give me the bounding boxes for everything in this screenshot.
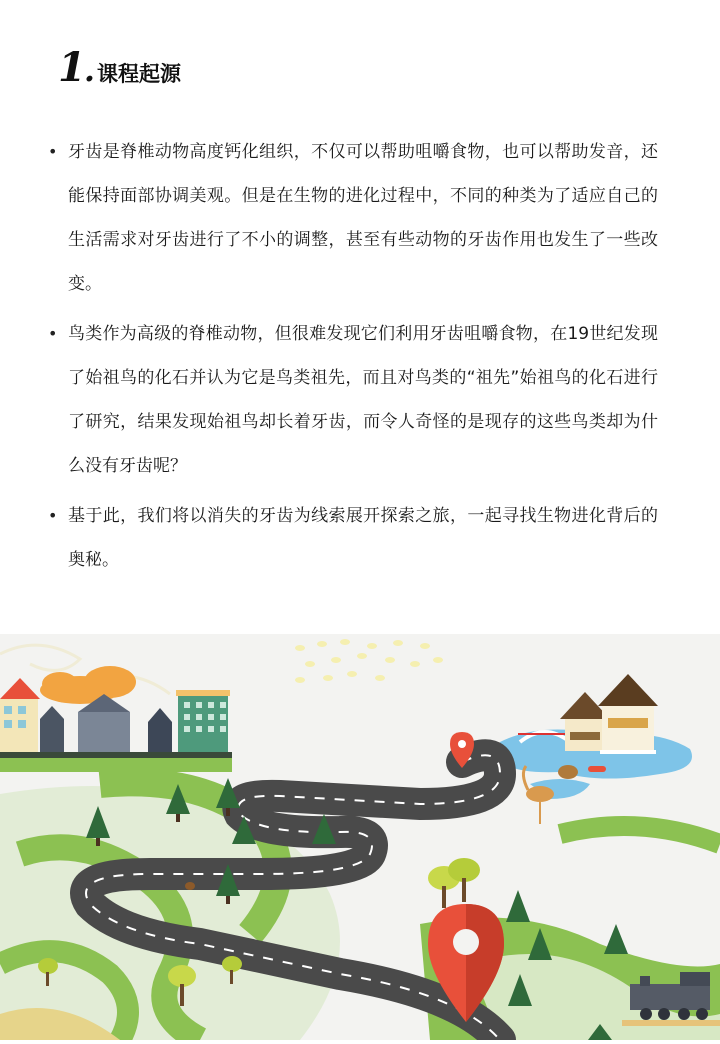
journey-illustration — [0, 634, 720, 1040]
bullet-paragraph: • 基于此，我们将以消失的牙齿为线索展开探索之旅，一起寻找生物进化背后的奥秘。 — [48, 494, 658, 582]
bullet-list — [48, 130, 658, 588]
section-title: 课程起源 — [96, 62, 181, 86]
bullet-paragraph: • 鸟类作为高级的脊椎动物，但很难发现它们利用牙齿咀嚼食物，在19世纪发现了始祖鸟的化石并认为它是鸟类祖先，而且对鸟类的“祖先”始祖鸟的化石进行了研究，结果发现始祖鸟却长着牙齿，而令人奇怪的是现存的这些鸟类却为什么没有牙齿呢？ — [48, 312, 658, 488]
section-number-dot: . — [83, 51, 95, 89]
illustration-svg — [0, 634, 720, 1040]
sun-dots-decoration — [295, 639, 443, 683]
section-number: 1 — [58, 44, 84, 91]
bullet-paragraph: • 牙齿是脊椎动物高度钙化组织，不仅可以帮助咀嚼食物，也可以帮助发音，还能保持面部协调美观。但是在生物的进化过程中，不同的种类为了适应自己的生活需求对牙齿进行了不小的调整，甚至有些动物的牙齿作用也发生了一些改变。 — [48, 130, 658, 306]
section-heading — [58, 44, 181, 91]
small-bird — [185, 882, 195, 890]
pavilion-buildings — [560, 674, 658, 754]
boat — [588, 766, 606, 772]
